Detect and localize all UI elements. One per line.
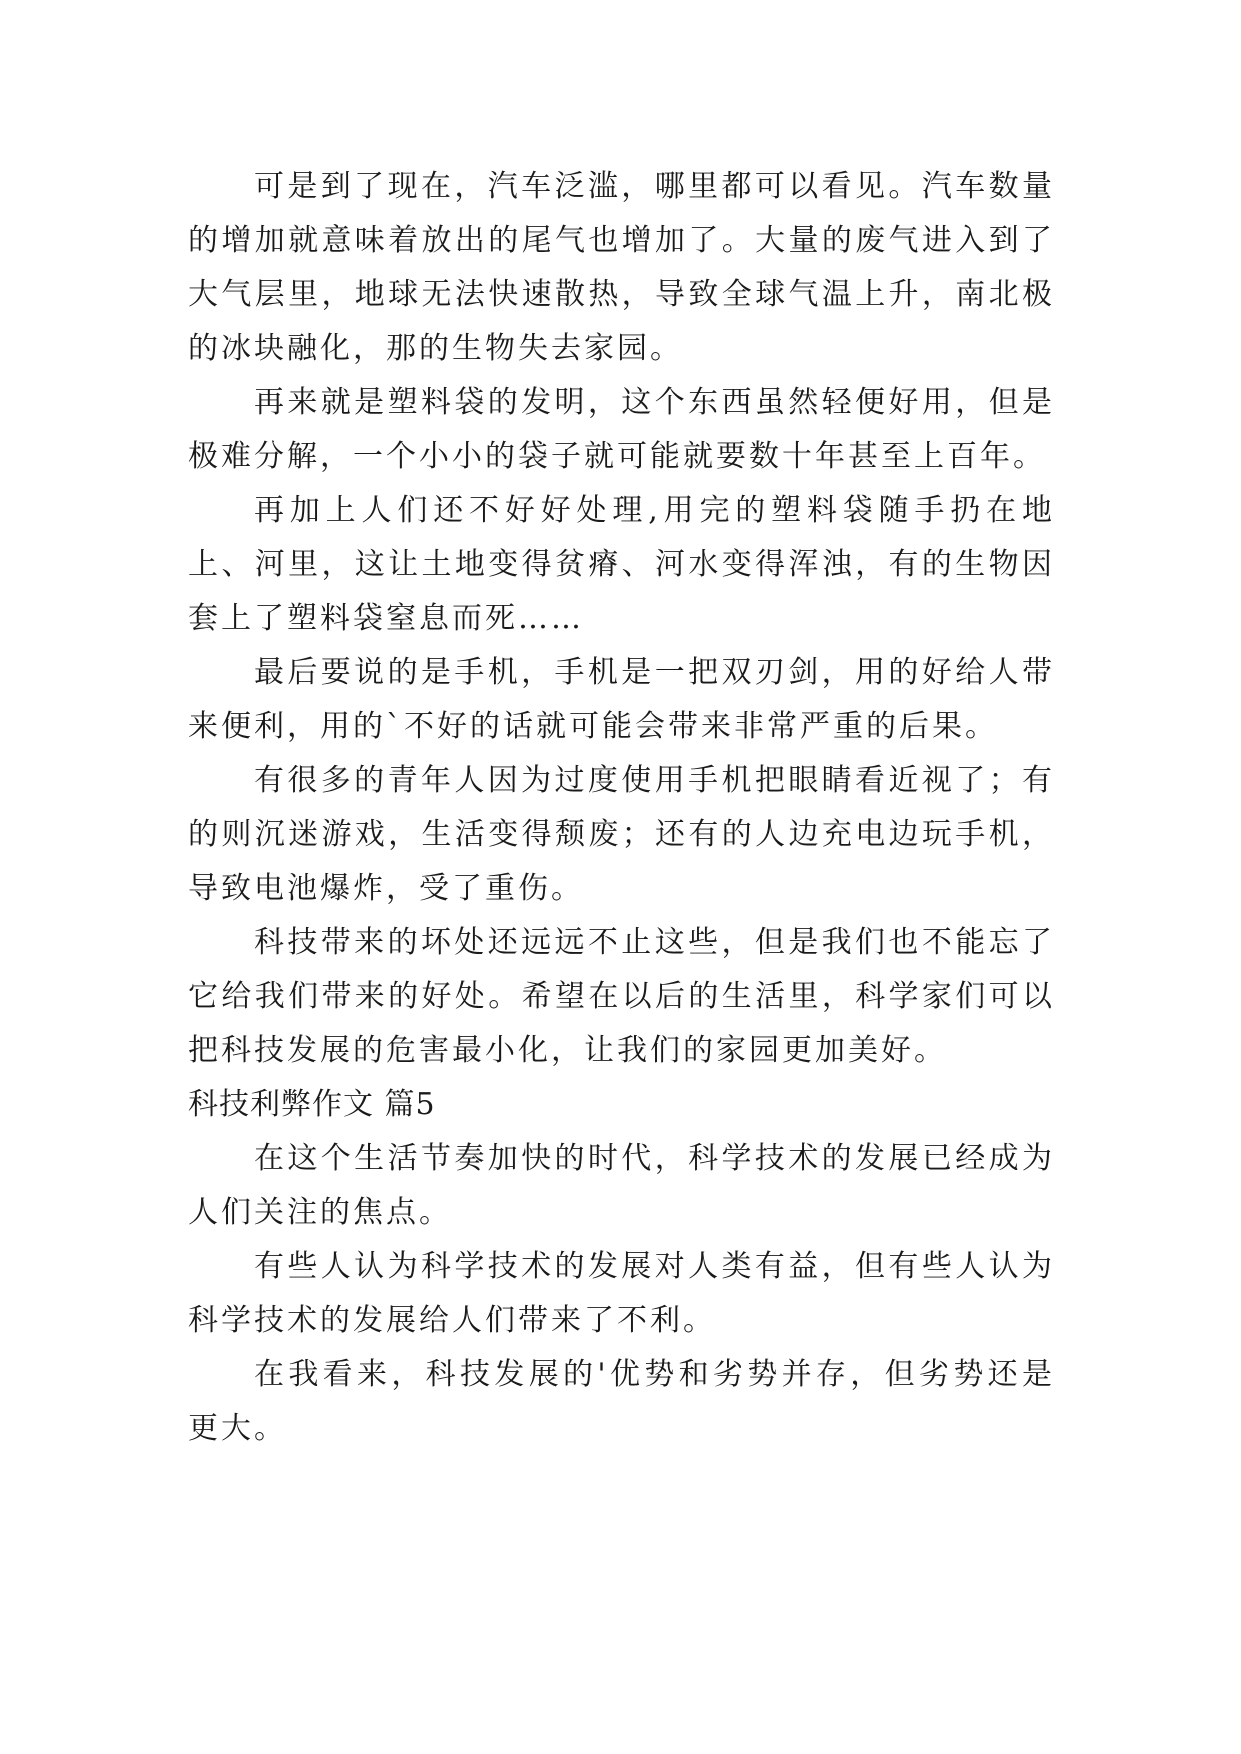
paragraph-opinions: 有些人认为科学技术的发展对人类有益，但有些人认为科学技术的发展给人们带来了不利。 bbox=[188, 1249, 1055, 1338]
paragraph-mobile-phone: 最后要说的是手机，手机是一把双刃剑，用的好给人带来便利，用的`不好的话就可能会带来非常严重的后果。 bbox=[188, 655, 1055, 744]
paragraph-plastic-bag-invention: 再来就是塑料袋的发明，这个东西虽然轻便好用，但是极难分解，一个小小的袋子就可能就要数十年甚至上百年。 bbox=[188, 385, 1055, 474]
paragraph-phone-harms: 有很多的青年人因为过度使用手机把眼睛看近视了；有的则沉迷游戏，生活变得颓废；还有的人边充电边玩手机，导致电池爆炸，受了重伤。 bbox=[188, 763, 1055, 906]
document-body bbox=[188, 160, 1055, 1456]
paragraph-conclusion: 科技带来的坏处还远远不止这些，但是我们也不能忘了它给我们带来的好处。希望在以后的生活里，科学家们可以把科技发展的危害最小化，让我们的家园更加美好。 bbox=[188, 925, 1055, 1068]
paragraph-plastic-bag-disposal: 再加上人们还不好好处理,用完的塑料袋随手扔在地上、河里，这让土地变得贫瘠、河水变得浑浊，有的生物因套上了塑料袋窒息而死…… bbox=[188, 493, 1055, 636]
paragraph-car-exhaust: 可是到了现在，汽车泛滥，哪里都可以看见。汽车数量的增加就意味着放出的尾气也增加了。大量的废气进入到了大气层里，地球无法快速散热，导致全球气温上升，南北极的冰块融化，那的生物失去家园。 bbox=[188, 169, 1055, 366]
paragraph-my-view: 在我看来，科技发展的'优势和劣势并存，但劣势还是更大。 bbox=[188, 1357, 1055, 1446]
paragraph-era-intro: 在这个生活节奏加快的时代，科学技术的发展已经成为人们关注的焦点。 bbox=[188, 1141, 1055, 1230]
section-heading: 科技利弊作文 篇5 bbox=[188, 1087, 436, 1122]
